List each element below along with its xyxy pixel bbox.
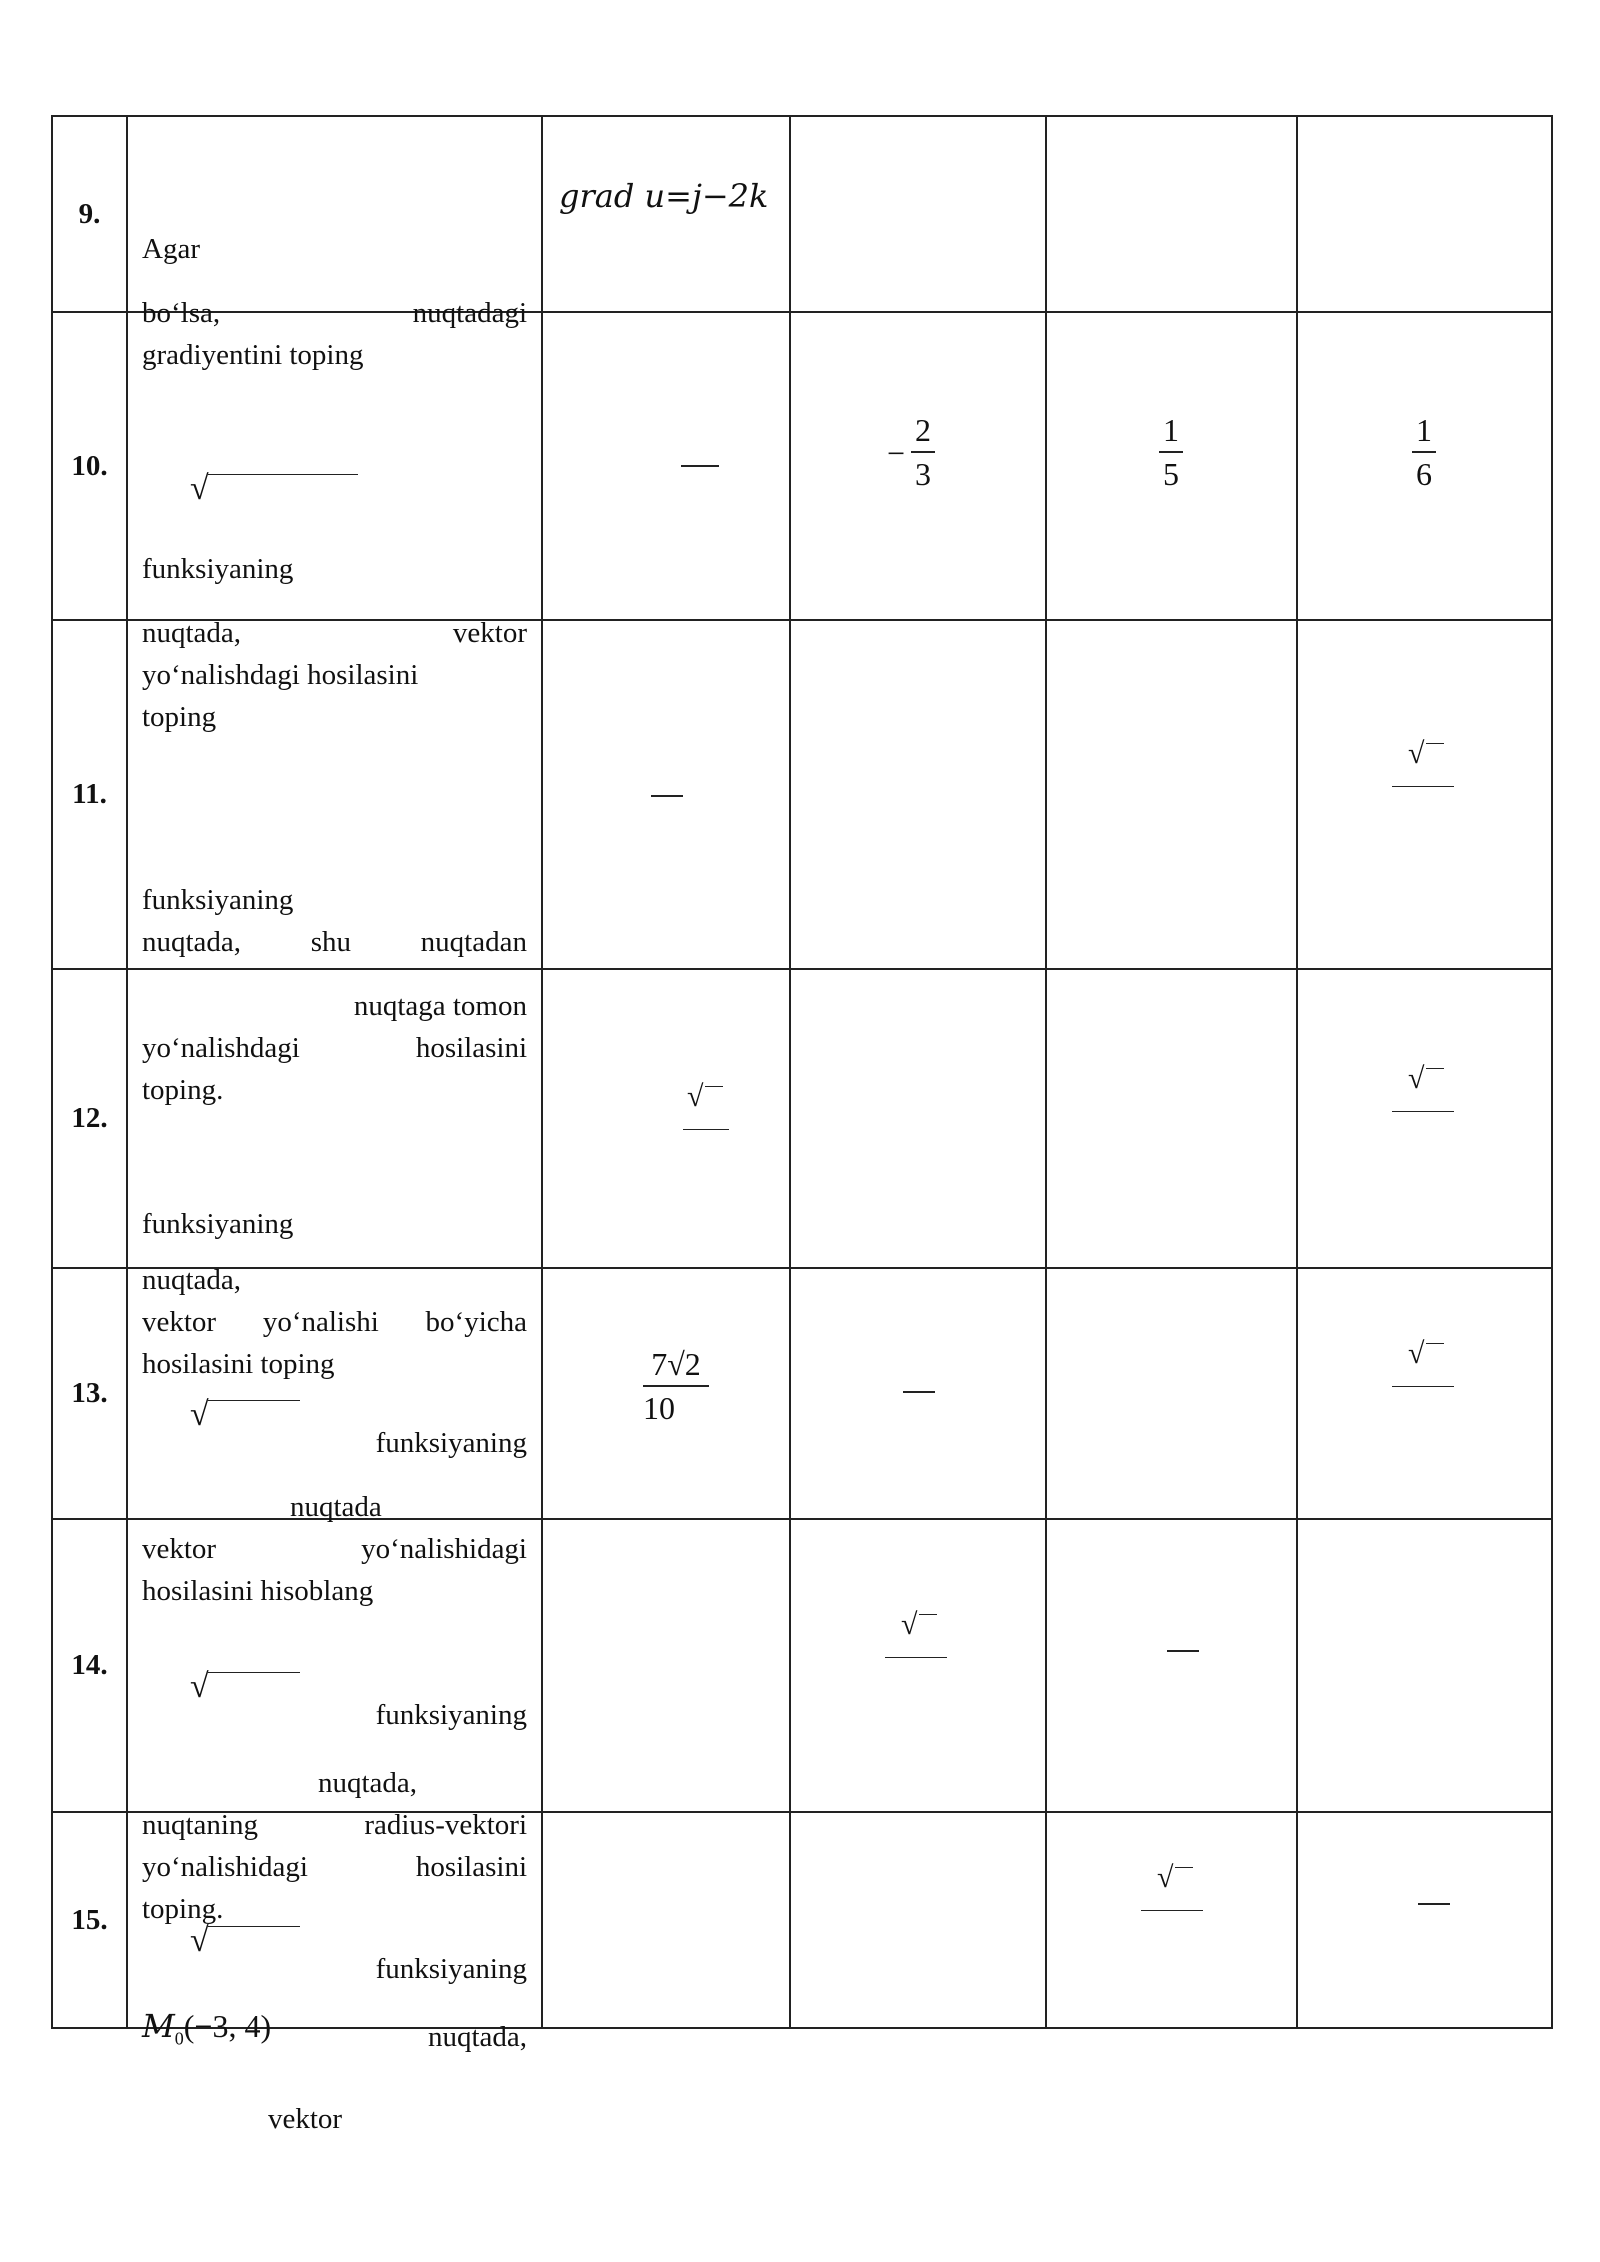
answer-cell (1297, 1268, 1552, 1519)
numerator: 7√2 (651, 1346, 701, 1382)
text-word: vektor (142, 1305, 217, 1338)
answer-cell (1297, 1812, 1552, 2028)
text-line: vektor (268, 2103, 343, 2135)
sqrt-symbol: √ (190, 1924, 209, 1958)
questions-table (51, 115, 1553, 2135)
answer-cell (790, 1812, 1046, 2028)
text-word: vektor (142, 1532, 217, 1565)
numerator: 1 (1416, 412, 1432, 448)
answer-cell (1046, 969, 1297, 1268)
point-subscript: 0 (174, 2028, 184, 2049)
question-number: 11. (52, 620, 127, 969)
text-word: hosilasini (415, 1850, 527, 1883)
sqrt-fraction: √ (1392, 1339, 1454, 1389)
fraction-bar (1167, 1650, 1199, 1652)
text-line: nuqtada, (427, 2021, 527, 2053)
answer-cell (1297, 1519, 1552, 1812)
answer-cell (1046, 1519, 1297, 1812)
answer-cell (790, 969, 1046, 1268)
fraction (911, 411, 935, 493)
answer-cell (542, 1268, 790, 1519)
answer-cell (1046, 312, 1297, 620)
sqrt-symbol: √ (190, 1398, 209, 1432)
sqrt-symbol: √ (190, 472, 209, 506)
text-word: nuqtaning (142, 1808, 258, 1841)
point-label: M (142, 2007, 175, 2045)
answer-cell (790, 1519, 1046, 1812)
text-word: nuqtada, (142, 617, 242, 649)
text-line: yo‘nalishdagi hosilasini (142, 659, 419, 691)
text-line: funksiyaning (375, 1426, 527, 1459)
question-number: 12. (52, 969, 127, 1268)
text-line: funksiyaning (142, 883, 294, 916)
sqrt-fraction: √ (885, 1610, 947, 1660)
sqrt-fraction: √ (1141, 1863, 1203, 1913)
question-number: 9. (52, 116, 127, 312)
denominator: 6 (1416, 456, 1432, 492)
text-word: nuqtadan (420, 925, 527, 958)
text-word: nuqtada, (142, 925, 242, 958)
answer-cell (542, 969, 790, 1268)
text-line: toping (142, 701, 217, 733)
text-word: hosilasini (415, 1031, 527, 1064)
text-line: nuqtada, (318, 1766, 418, 1799)
sqrt-symbol: √ (190, 1670, 209, 1704)
gradient-answer: grad u=j−2k (559, 177, 769, 215)
text-line: nuqtada (290, 1490, 382, 1523)
sqrt-fraction: √ (683, 1082, 729, 1132)
fraction (1159, 411, 1183, 493)
answer-cell (542, 116, 790, 312)
answer-cell (1046, 1268, 1297, 1519)
fraction-bar (1418, 1903, 1450, 1905)
minus-sign: − (887, 435, 906, 471)
table-row (52, 116, 1552, 312)
text-line: funksiyaning (375, 1953, 527, 1985)
text-line: gradiyentini toping (142, 339, 364, 371)
text-word: shu (310, 925, 352, 958)
text-line: nuqtaga tomon (353, 989, 527, 1022)
numerator: 1 (1163, 412, 1179, 448)
answer-cell (790, 1268, 1046, 1519)
text-line: toping. (142, 1892, 224, 1925)
fraction-bar (651, 795, 683, 797)
sqrt-fraction: √ (1392, 739, 1454, 789)
answer-cell (542, 1519, 790, 1812)
text-line: funksiyaning (375, 1698, 527, 1731)
question-number: 14. (52, 1519, 127, 1812)
text-word: vektor (452, 617, 527, 649)
answer-cell (1297, 969, 1552, 1268)
fraction-bar (903, 1391, 935, 1393)
text-line: nuqtada, (142, 1263, 242, 1296)
question-number: 13. (52, 1268, 127, 1519)
point-coords: (−3, 4) (183, 2008, 272, 2044)
answer-cell (1046, 620, 1297, 969)
text-line: funksiyaning (142, 1207, 294, 1240)
fraction (643, 1345, 709, 1427)
denominator: 3 (915, 456, 931, 492)
fraction (1412, 411, 1436, 493)
denominator: 5 (1163, 456, 1179, 492)
answer-cell (790, 620, 1046, 969)
fraction-bar (681, 465, 719, 467)
question-text (127, 116, 542, 371)
text-word: bo‘lsa, (142, 297, 221, 329)
denominator: 10 (643, 1390, 675, 1426)
answer-cell (542, 620, 790, 969)
sqrt-fraction: √ (1392, 1064, 1454, 1114)
answer-cell (790, 116, 1046, 312)
answer-cell (1297, 312, 1552, 620)
text-word: yo‘nalishidagi (142, 1850, 308, 1883)
text-word: yo‘nalishdagi (142, 1031, 300, 1064)
answer-cell (1046, 1812, 1297, 2028)
answer-cell (790, 312, 1046, 620)
text-line: hosilasini hisoblang (142, 1574, 374, 1607)
answer-cell (542, 312, 790, 620)
text-word: radius-vektori (364, 1808, 527, 1841)
text-line: toping. (142, 1073, 224, 1106)
answer-cell (1297, 116, 1552, 312)
text-line: hosilasini toping (142, 1347, 335, 1380)
answer-cell (1046, 116, 1297, 312)
question-number: 15. (52, 1812, 127, 2028)
text-word: yo‘nalishi (262, 1305, 379, 1338)
text-word: nuqtadagi (412, 297, 527, 329)
text-word: bo‘yicha (425, 1305, 527, 1338)
text-line: funksiyaning (142, 553, 294, 585)
numerator: 2 (915, 412, 931, 448)
answer-cell (1297, 620, 1552, 969)
text-word: yo‘nalishidagi (361, 1532, 527, 1565)
answer-cell (542, 1812, 790, 2028)
question-number: 10. (52, 312, 127, 620)
text-line: Agar (142, 233, 200, 265)
